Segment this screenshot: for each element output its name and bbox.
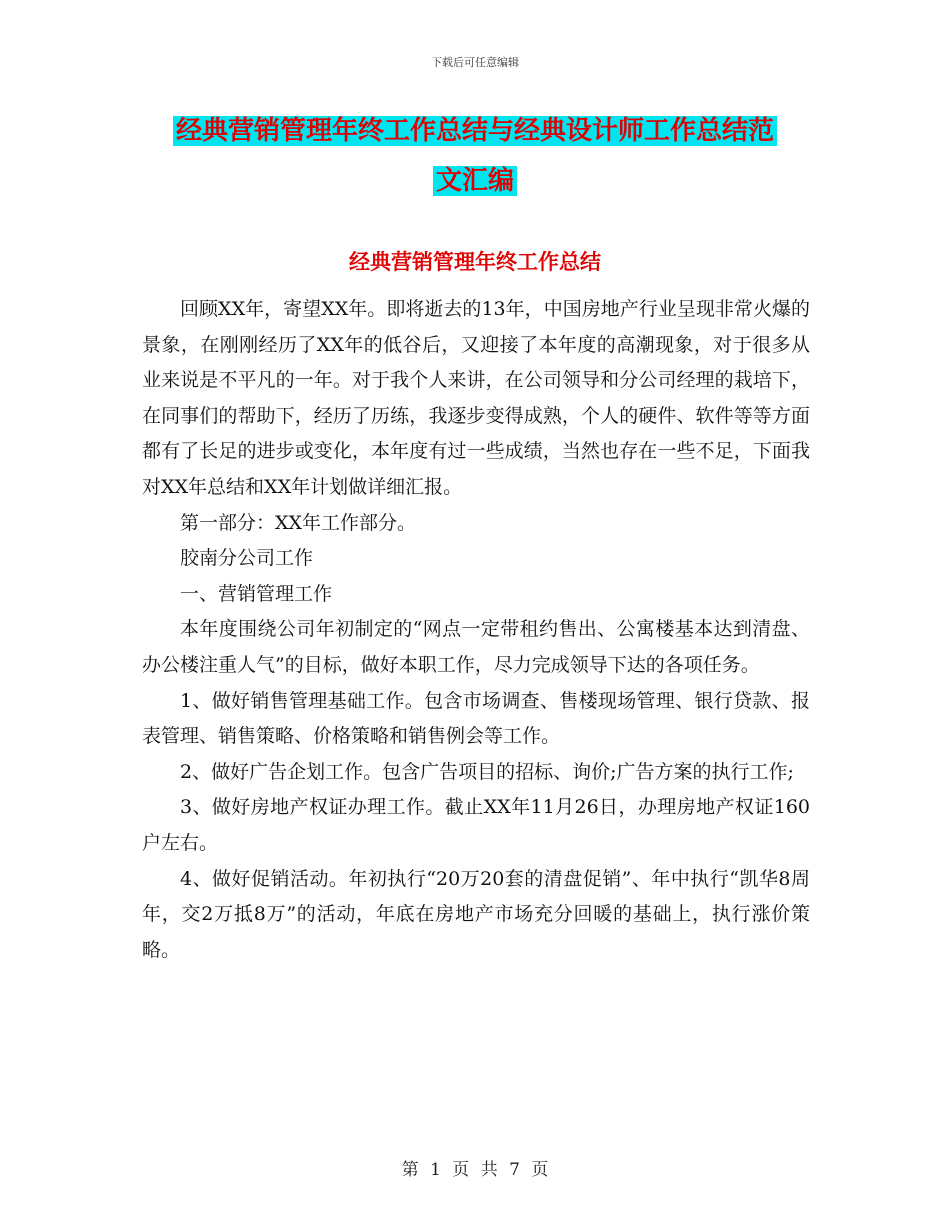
paragraph-item-4: 4、做好促销活动。年初执行“20万20套的清盘促销”、年中执行“凯华8周年，交2万抵8万”的活动，年底在房地产市场充分回暖的基础上，执行涨价策略。	[142, 867, 810, 961]
paragraph-part-one: 第一部分：XX年工作部分。	[180, 511, 417, 534]
document-body	[142, 292, 810, 968]
document-title-line-2: 文汇编	[433, 166, 517, 196]
document-title-line-1: 经典营销管理年终工作总结与经典设计师工作总结范	[173, 116, 777, 146]
document-title	[140, 106, 810, 206]
paragraph-heading-marketing: 一、营销管理工作	[180, 582, 333, 605]
paragraph-item-1: 1、做好销售管理基础工作。包含市场调查、售楼现场管理、银行贷款、报表管理、销售策略、价格策略和销售例会等工作。	[142, 689, 810, 748]
paragraph-item-2: 2、做好广告企划工作。包含广告项目的招标、询价;广告方案的执行工作;	[180, 760, 794, 783]
paragraph-intro: 回顾XX年，寄望XX年。即将逝去的13年，中国房地产行业呈现非常火爆的景象，在刚刚经历了XX年的低谷后，又迎接了本年度的高潮现象，对于很多从业来说是不平凡的一年。对于我个人来讲，在公司领导和分公司经理的栽培下，在同事们的帮助下，经历了历练，我逐步变得成熟，个人的硬件、软件等等方面都有了长足的进步或变化，本年度有过一些成绩，当然也存在一些不足，下面我对XX年总结和XX年计划做详细汇报。	[142, 298, 810, 498]
paragraph-item-3: 3、做好房地产权证办理工作。截止XX年11月26日，办理房地产权证160户左右。	[142, 796, 810, 854]
paragraph-branch: 胶南分公司工作	[180, 547, 314, 570]
section-title: 经典营销管理年终工作总结	[349, 250, 601, 274]
header-note: 下载后可任意编辑	[431, 56, 519, 69]
page-footer: 第 1 页 共 7 页	[401, 1160, 549, 1180]
paragraph-goals: 本年度围绕公司年初制定的“网点一定带租约售出、公寓楼基本达到清盘、办公楼注重人气”的目标，做好本职工作，尽力完成领导下达的各项任务。	[142, 618, 810, 676]
